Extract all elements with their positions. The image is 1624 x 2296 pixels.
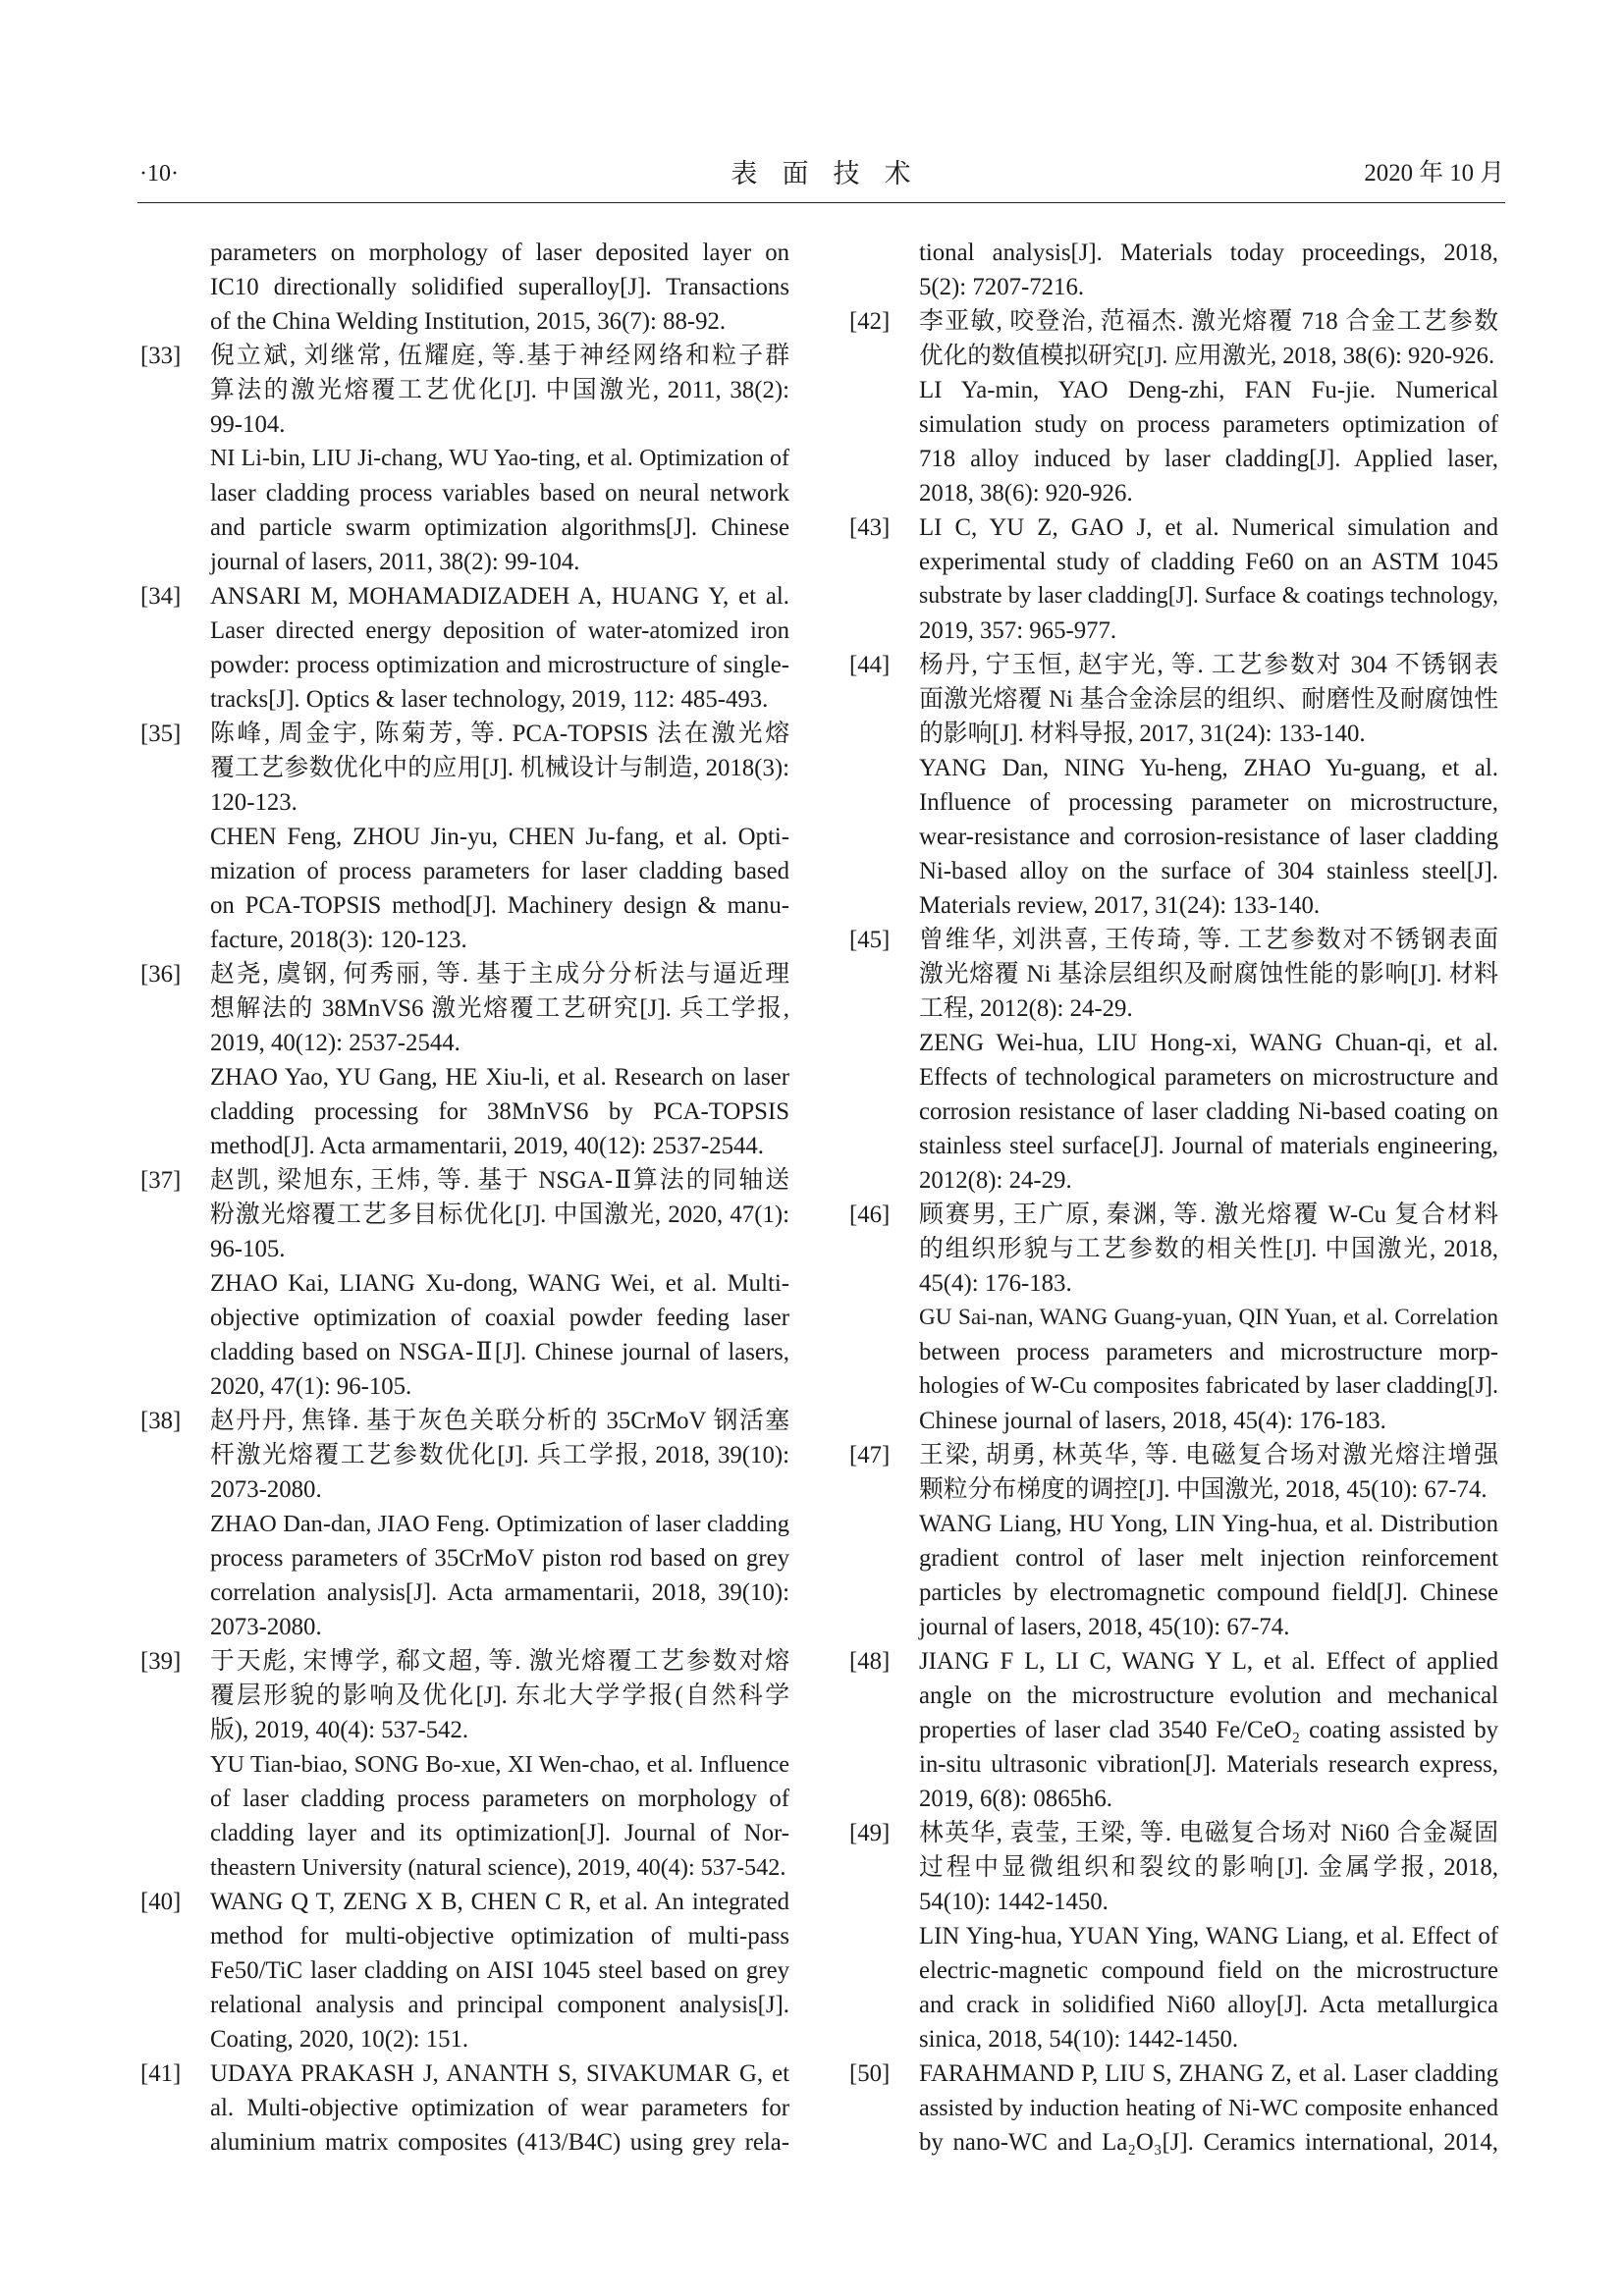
- reference-line: 的影响[J]. 材料导报, 2017, 31(24): 133-140.: [919, 721, 1366, 747]
- page-number: ·10·: [139, 161, 179, 187]
- reference-number: [47]: [849, 1442, 891, 1468]
- reference-line: al. Multi-objective optimization of wear parameters for: [210, 2095, 789, 2121]
- reference-line: and crack in solidified Ni60 alloy[J]. Acta metallurgica: [919, 1992, 1498, 2018]
- reference-entry: [849, 1816, 1498, 2056]
- reference-entry: [849, 2056, 1498, 2160]
- reference-line: Effects of technological parameters on microstructure and: [919, 1064, 1498, 1091]
- reference-line: stainless steel surface[J]. Journal of materials engineering,: [919, 1133, 1498, 1159]
- reference-line: 覆工艺参数优化中的应用[J]. 机械设计与制造, 2018(3):: [210, 755, 789, 781]
- reference-line: ZHAO Kai, LIANG Xu-dong, WANG Wei, et al. Multi-: [210, 1270, 789, 1297]
- reference-line: 林英华, 袁莹, 王梁, 等. 电磁复合场对 Ni60 合金凝固: [919, 1820, 1498, 1846]
- reference-line: process parameters of 35CrMoV piston rod based on grey: [210, 1545, 789, 1572]
- reference-continuation: [849, 236, 1498, 304]
- reference-line: CHEN Feng, ZHOU Jin-yu, CHEN Ju-fang, et al. Opti-: [210, 824, 789, 850]
- reference-line: 2073-2080.: [210, 1614, 322, 1640]
- reference-line: cladding processing for 38MnVS6 by PCA-TOPSIS: [210, 1098, 789, 1125]
- reference-line: hologies of W-Cu composites fabricated by laser cladding[J].: [919, 1373, 1498, 1399]
- reference-paragraph: [919, 1507, 1498, 1644]
- reference-line: 粉激光熔覆工艺多目标优化[J]. 中国激光, 2020, 47(1):: [210, 1201, 789, 1228]
- reference-paragraph: [210, 236, 789, 339]
- reference-entry: [140, 2056, 789, 2160]
- reference-line: 工程, 2012(8): 24-29.: [919, 995, 1133, 1022]
- reference-line: UDAYA PRAKASH J, ANANTH S, SIVAKUMAR G, et: [210, 2060, 789, 2087]
- reference-line: Materials review, 2017, 31(24): 133-140.: [919, 892, 1321, 919]
- reference-entry: [140, 957, 789, 1163]
- reference-line: 激光熔覆 Ni 基涂层组织及耐腐蚀性能的影响[J]. 材料: [919, 961, 1498, 988]
- reference-line: 赵丹丹, 焦锋. 基于灰色关联分析的 35CrMoV 钢活塞: [210, 1408, 789, 1434]
- reference-paragraph: [210, 957, 789, 1060]
- reference-entry: [140, 1885, 789, 2056]
- reference-line: WANG Q T, ZENG X B, CHEN C R, et al. An integrated: [210, 1889, 789, 1915]
- reference-number: [37]: [140, 1167, 182, 1194]
- reference-number: [44]: [849, 652, 891, 678]
- reference-line: journal of lasers, 2018, 45(10): 67-74.: [919, 1614, 1290, 1640]
- reference-number: [42]: [849, 308, 891, 335]
- reference-line: 赵尧, 虞钢, 何秀丽, 等. 基于主成分分析法与逼近理: [210, 961, 789, 988]
- reference-entry: [849, 648, 1498, 923]
- reference-line: 算法的激光熔覆工艺优化[J]. 中国激光, 2011, 38(2):: [210, 377, 789, 403]
- reference-number: [41]: [140, 2060, 182, 2087]
- reference-line: 96-105.: [210, 1236, 286, 1262]
- reference-line: YU Tian-biao, SONG Bo-xue, XI Wen-chao, et al. Influence: [210, 1751, 789, 1778]
- reference-paragraph: [919, 1438, 1498, 1507]
- reference-line: 2073-2080.: [210, 1476, 322, 1503]
- reference-paragraph: [210, 579, 789, 717]
- reference-line: cladding layer and its optimization[J]. Journal of Nor-: [210, 1820, 789, 1846]
- reference-line: 2019, 357: 965-977.: [919, 617, 1117, 644]
- reference-line: YANG Dan, NING Yu-heng, ZHAO Yu-guang, et al.: [919, 755, 1498, 781]
- reference-paragraph: [919, 2056, 1498, 2160]
- reference-paragraph: [919, 648, 1498, 751]
- reference-paragraph: [919, 1026, 1498, 1198]
- reference-entry: [849, 510, 1498, 648]
- reference-paragraph: [919, 1644, 1498, 1816]
- reference-line: JIANG F L, LI C, WANG Y L, et al. Effect of applied: [919, 1648, 1498, 1675]
- reference-paragraph: [919, 304, 1498, 373]
- reference-paragraph: [210, 2056, 789, 2160]
- reference-line: theastern University (natural science), 2019, 40(4): 537-542.: [210, 1854, 786, 1881]
- reference-line: 2019, 6(8): 0865h6.: [919, 1786, 1112, 1812]
- reference-paragraph: [210, 1507, 789, 1644]
- right-column: [849, 236, 1498, 2160]
- reference-number: [40]: [140, 1889, 182, 1915]
- reference-line: electric-magnetic compound field on the microstructure: [919, 1957, 1498, 1984]
- reference-line: assisted by induction heating of Ni-WC composite enhanced: [919, 2095, 1498, 2121]
- reference-entry: [140, 1404, 789, 1644]
- reference-line: 想解法的 38MnVS6 激光熔覆工艺研究[J]. 兵工学报,: [210, 995, 789, 1022]
- reference-paragraph: [210, 820, 789, 957]
- reference-line: FARAHMAND P, LIU S, ZHANG Z, et al. Laser cladding: [919, 2060, 1498, 2087]
- reference-line: 杨丹, 宁玉恒, 赵宇光, 等. 工艺参数对 304 不锈钢表: [919, 652, 1498, 678]
- reference-line: sinica, 2018, 54(10): 1442-1450.: [919, 2026, 1239, 2053]
- reference-line: 覆层形貌的影响及优化[J]. 东北大学学报(自然科学: [210, 1682, 789, 1709]
- reference-line: aluminium matrix composites (413/B4C) using grey rela-: [210, 2129, 789, 2156]
- reference-line: by nano-WC and La₂O₃[J]. Ceramics international, 2014,: [919, 2129, 1498, 2156]
- reference-line: 曾维华, 刘洪喜, 王传琦, 等. 工艺参数对不锈钢表面: [919, 927, 1498, 953]
- reference-number: [45]: [849, 927, 891, 953]
- reference-paragraph: [210, 1747, 789, 1885]
- reference-line: IC10 directionally solidified superalloy[J]. Transactions: [210, 274, 789, 300]
- reference-line: between process parameters and microstructure morp-: [919, 1339, 1498, 1365]
- reference-number: [43]: [849, 514, 891, 541]
- reference-line: in-situ ultrasonic vibration[J]. Materials research express,: [919, 1751, 1498, 1778]
- left-column: [140, 236, 789, 2160]
- reference-number: [33]: [140, 343, 182, 369]
- reference-line: 45(4): 176-183.: [919, 1270, 1072, 1297]
- reference-line: method for multi-objective optimization of multi-pass: [210, 1923, 789, 1949]
- reference-line: of laser cladding process parameters on morphology of: [210, 1786, 789, 1812]
- reference-entry: [849, 923, 1498, 1198]
- reference-line: 的组织形貌与工艺参数的相关性[J]. 中国激光, 2018,: [919, 1236, 1498, 1262]
- reference-paragraph: [210, 1644, 789, 1747]
- reference-paragraph: [210, 717, 789, 820]
- reference-paragraph: [919, 1198, 1498, 1301]
- reference-line: LI C, YU Z, GAO J, et al. Numerical simulation and: [919, 514, 1498, 541]
- reference-paragraph: [210, 442, 789, 579]
- reference-line: Ni-based alloy on the surface of 304 stainless steel[J].: [919, 858, 1498, 884]
- reference-line: journal of lasers, 2011, 38(2): 99-104.: [210, 549, 580, 575]
- reference-number: [49]: [849, 1820, 891, 1846]
- reference-line: 54(10): 1442-1450.: [919, 1889, 1109, 1915]
- reference-line: wear-resistance and corrosion-resistance of laser cladding: [919, 824, 1498, 850]
- reference-line: and particle swarm optimization algorithms[J]. Chinese: [210, 514, 789, 541]
- reference-line: correlation analysis[J]. Acta armamentarii, 2018, 39(10):: [210, 1579, 789, 1606]
- reference-entry: [849, 1198, 1498, 1438]
- reference-paragraph: [919, 751, 1498, 923]
- reference-line: 2020, 47(1): 96-105.: [210, 1373, 412, 1400]
- reference-line: parameters on morphology of laser deposited layer on: [210, 240, 789, 266]
- reference-line: simulation study on process parameters optimization of: [919, 411, 1498, 438]
- reference-line: 杆激光熔覆工艺参数优化[J]. 兵工学报, 2018, 39(10):: [210, 1442, 789, 1468]
- reference-paragraph: [919, 236, 1498, 304]
- reference-line: of the China Welding Institution, 2015, 36(7): 88-92.: [210, 308, 727, 335]
- reference-entry: [140, 717, 789, 957]
- reference-line: 李亚敏, 咬登治, 范福杰. 激光熔覆 718 合金工艺参数: [919, 308, 1498, 335]
- reference-paragraph: [210, 1266, 789, 1404]
- reference-line: cladding based on NSGA-Ⅱ[J]. Chinese journal of lasers,: [210, 1339, 789, 1365]
- reference-line: Fe50/TiC laser cladding on AISI 1045 steel based on grey: [210, 1957, 789, 1984]
- reference-line: ANSARI M, MOHAMADIZADEH A, HUANG Y, et al.: [210, 583, 789, 610]
- reference-line: laser cladding process variables based on neural network: [210, 480, 789, 507]
- reference-line: 2018, 38(6): 920-926.: [919, 480, 1133, 507]
- reference-line: angle on the microstructure evolution and mechanical: [919, 1682, 1498, 1709]
- reference-line: properties of laser clad 3540 Fe/CeO₂ coating assisted by: [919, 1717, 1498, 1743]
- reference-entry: [849, 1644, 1498, 1816]
- reference-line: 120-123.: [210, 789, 298, 816]
- reference-line: experimental study of cladding Fe60 on an ASTM 1045: [919, 549, 1498, 575]
- reference-line: relational analysis and principal component analysis[J].: [210, 1992, 789, 2018]
- reference-line: 版), 2019, 40(4): 537-542.: [210, 1717, 469, 1743]
- reference-entry: [140, 1163, 789, 1404]
- reference-line: 倪立斌, 刘继常, 伍耀庭, 等.基于神经网络和粒子群: [210, 343, 789, 369]
- reference-number: [34]: [140, 583, 182, 610]
- reference-line: 王梁, 胡勇, 林英华, 等. 电磁复合场对激光熔注增强: [919, 1442, 1498, 1468]
- reference-number: [50]: [849, 2060, 891, 2087]
- reference-line: Influence of processing parameter on microstructure,: [919, 789, 1498, 816]
- reference-line: WANG Liang, HU Yong, LIN Ying-hua, et al. Distribution: [919, 1511, 1498, 1537]
- reference-line: method[J]. Acta armamentarii, 2019, 40(12): 2537-2544.: [210, 1133, 764, 1159]
- reference-line: Laser directed energy deposition of water-atomized iron: [210, 617, 789, 644]
- reference-number: [35]: [140, 721, 182, 747]
- reference-paragraph: [210, 1404, 789, 1507]
- reference-line: powder: process optimization and microstructure of single-: [210, 652, 789, 678]
- reference-paragraph: [919, 1919, 1498, 2056]
- reference-line: ZHAO Dan-dan, JIAO Feng. Optimization of laser cladding: [210, 1511, 789, 1537]
- reference-number: [48]: [849, 1648, 891, 1675]
- reference-line: substrate by laser cladding[J]. Surface & coatings technology,: [919, 583, 1498, 609]
- header-rule: [137, 202, 1505, 203]
- reference-line: 718 alloy induced by laser cladding[J]. Applied laser,: [919, 446, 1498, 472]
- reference-line: 面激光熔覆 Ni 基合金涂层的组织、耐磨性及耐腐蚀性: [919, 686, 1498, 713]
- reference-line: on PCA-TOPSIS method[J]. Machinery design & manu-: [210, 892, 789, 919]
- reference-number: [39]: [140, 1648, 182, 1675]
- reference-line: 顾赛男, 王广原, 秦渊, 等. 激光熔覆 W-Cu 复合材料: [919, 1201, 1498, 1228]
- reference-line: 99-104.: [210, 411, 286, 438]
- reference-paragraph: [919, 510, 1498, 648]
- reference-line: gradient control of laser melt injection reinforcement: [919, 1545, 1498, 1572]
- reference-line: LI Ya-min, YAO Deng-zhi, FAN Fu-jie. Numerical: [919, 377, 1498, 403]
- reference-paragraph: [919, 1301, 1498, 1438]
- reference-line: tional analysis[J]. Materials today proceedings, 2018,: [919, 240, 1498, 266]
- reference-line: 于天彪, 宋博学, 郗文超, 等. 激光熔覆工艺参数对熔: [210, 1648, 789, 1675]
- reference-paragraph: [919, 923, 1498, 1026]
- reference-number: [46]: [849, 1201, 891, 1228]
- reference-line: 过程中显微组织和裂纹的影响[J]. 金属学报, 2018,: [919, 1854, 1498, 1881]
- reference-paragraph: [210, 1060, 789, 1163]
- reference-paragraph: [210, 1885, 789, 2056]
- reference-continuation: [140, 236, 789, 339]
- reference-entry: [849, 304, 1498, 510]
- journal-title: 表 面 技 术: [731, 159, 920, 188]
- reference-line: 赵凯, 梁旭东, 王炜, 等. 基于 NSGA-Ⅱ算法的同轴送: [210, 1167, 789, 1194]
- page-header: [137, 156, 1504, 191]
- reference-paragraph: [919, 373, 1498, 510]
- reference-line: 2012(8): 24-29.: [919, 1167, 1072, 1194]
- reference-paragraph: [210, 339, 789, 442]
- reference-line: NI Li-bin, LIU Ji-chang, WU Yao-ting, et al. Optimization of: [210, 446, 789, 471]
- reference-line: facture, 2018(3): 120-123.: [210, 927, 467, 953]
- reference-line: 陈峰, 周金宇, 陈菊芳, 等. PCA-TOPSIS 法在激光熔: [210, 721, 789, 747]
- reference-line: 优化的数值模拟研究[J]. 应用激光, 2018, 38(6): 920-926.: [919, 343, 1495, 369]
- reference-line: 2019, 40(12): 2537-2544.: [210, 1030, 460, 1056]
- reference-entry: [140, 1644, 789, 1885]
- reference-line: objective optimization of coaxial powder feeding laser: [210, 1305, 789, 1331]
- reference-paragraph: [210, 1163, 789, 1266]
- reference-line: tracks[J]. Optics & laser technology, 2019, 112: 485-493.: [210, 686, 769, 713]
- reference-line: particles by electromagnetic compound field[J]. Chinese: [919, 1579, 1498, 1606]
- reference-line: Chinese journal of lasers, 2018, 45(4): 176-183.: [919, 1408, 1386, 1434]
- reference-line: LIN Ying-hua, YUAN Ying, WANG Liang, et al. Effect of: [919, 1923, 1498, 1949]
- reference-line: mization of process parameters for laser cladding based: [210, 858, 789, 884]
- reference-line: Coating, 2020, 10(2): 151.: [210, 2026, 469, 2053]
- reference-paragraph: [919, 1816, 1498, 1919]
- reference-number: [36]: [140, 961, 182, 988]
- reference-entry: [140, 579, 789, 717]
- reference-line: ZHAO Yao, YU Gang, HE Xiu-li, et al. Research on laser: [210, 1064, 789, 1091]
- reference-line: 5(2): 7207-7216.: [919, 274, 1085, 300]
- reference-line: corrosion resistance of laser cladding Ni-based coating on: [919, 1098, 1498, 1125]
- reference-entry: [140, 339, 789, 579]
- reference-line: ZENG Wei-hua, LIU Hong-xi, WANG Chuan-qi, et al.: [919, 1030, 1498, 1056]
- reference-number: [38]: [140, 1408, 182, 1434]
- reference-line: GU Sai-nan, WANG Guang-yuan, QIN Yuan, et al. Correlation: [919, 1305, 1498, 1330]
- issue-date: 2020 年 10 月: [1364, 160, 1504, 187]
- reference-entry: [849, 1438, 1498, 1644]
- reference-line: 颗粒分布梯度的调控[J]. 中国激光, 2018, 45(10): 67-74.: [919, 1476, 1488, 1503]
